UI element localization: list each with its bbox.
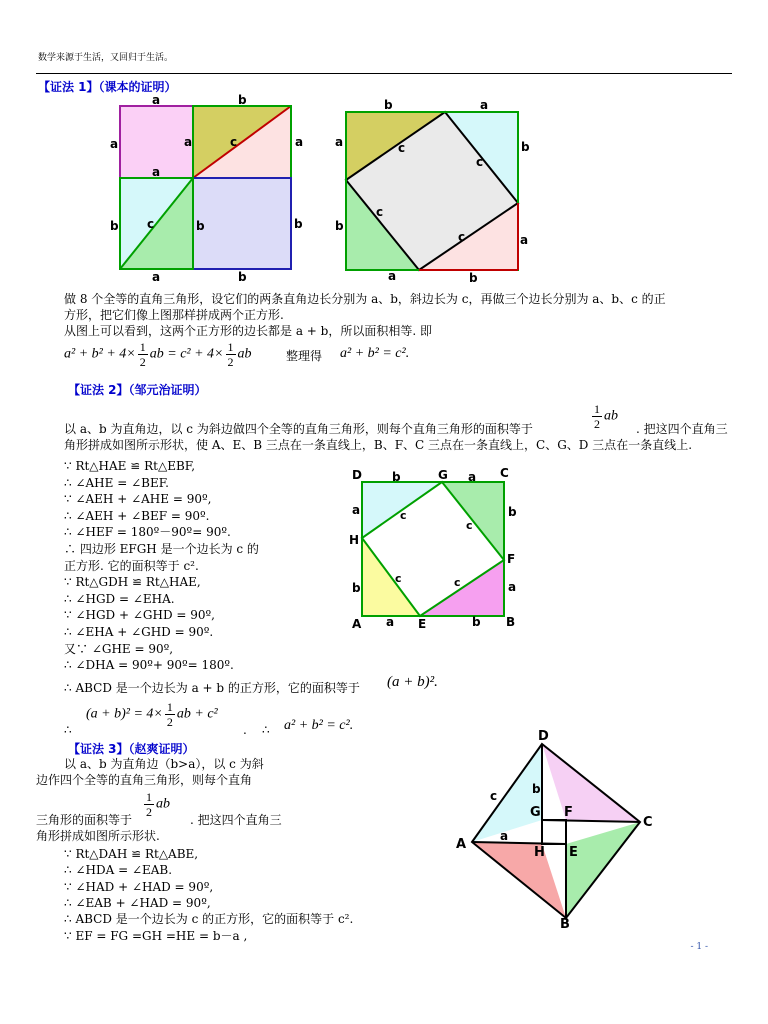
label-c: c: [395, 572, 402, 585]
square-b-squared: [193, 178, 291, 269]
proof-step-line: ∵ EF = FG =GH =HE = b－a ,: [64, 928, 248, 943]
label-c: c: [400, 509, 407, 522]
proof1-equation: a² + b² + 4× $\frac{1}{2}$ ab = c² + 4× $\frac{1}{2}$ ab: [64, 340, 252, 369]
proof3-line-2: 边作四个全等的直角三角形，则每个直角: [36, 773, 253, 787]
vertex-E: E: [418, 617, 427, 631]
proof3-line-1: 以 a、b 为直角边（b>a），以 c 为斜: [64, 757, 264, 771]
vertex-C: C: [500, 466, 509, 480]
header-rule: [36, 73, 732, 74]
label-a: a: [152, 93, 161, 107]
label-b: b: [469, 271, 478, 285]
proof-step-line: ∵ ∠AEH + ∠AHE = 90º,: [64, 492, 212, 507]
proof1-result: a² + b² = c².: [340, 346, 410, 361]
proof2-abcd-expr: (a + b)².: [387, 674, 438, 690]
proof3-line-b: 角形拼成如图所示形状.: [36, 829, 160, 843]
vertex-A: A: [352, 617, 362, 631]
proof2-area-frac: $\frac{1}{2}$ ab: [594, 402, 618, 431]
label-c: c: [466, 519, 473, 532]
vertex-H: H: [534, 845, 545, 860]
proof-step-line: ∵ Rt△DAH ≌ Rt△ABE,: [64, 847, 199, 861]
label-b: b: [238, 93, 247, 107]
label-b: b: [384, 98, 393, 112]
proof-step-line: ∴ ABCD 是一个边长为 c 的正方形，它的面积等于 c².: [64, 912, 354, 927]
label-a: a: [480, 98, 489, 112]
label-a: a: [468, 470, 477, 484]
proof2-para1c: . 把这四个直角三: [636, 422, 728, 436]
label-a: a: [508, 580, 517, 594]
eq-lhs: a² + b² + 4×: [64, 346, 136, 362]
proof-step-line: 又∵ ∠GHE = 90º,: [64, 641, 174, 656]
label-b: b: [392, 470, 401, 484]
label-a: a: [110, 137, 119, 151]
figure-1-right: [335, 96, 530, 285]
proof-step-line: ∵ ∠HAD + ∠HAD = 90º,: [64, 879, 214, 894]
label-b: b: [294, 217, 303, 231]
label-a: a: [152, 270, 161, 284]
label-b: b: [335, 219, 344, 233]
proof-step-line: ∴ ∠DHA = 90º+ 90º= 180º.: [64, 658, 234, 673]
vertex-F: F: [564, 805, 573, 820]
label-b: b: [196, 219, 205, 233]
vertex-G: G: [530, 805, 541, 820]
proof-step-line: ∴ ∠HGD = ∠EHA.: [64, 591, 175, 606]
proof-step-line: ∵ Rt△GDH ≌ Rt△HAE,: [64, 575, 201, 590]
label-a: a: [352, 503, 361, 517]
page-number: - 1 -: [690, 942, 708, 952]
proof1-para3: 从图上可以看到，这两个正方形的边长都是 a + b，所以面积相等. 即: [64, 324, 432, 338]
proof2-para1: 以 a、b 为直角边，以 c 为斜边做四个全等的直角三角形，则每个直角三角形的面积等于: [64, 422, 533, 436]
vertex-C: C: [643, 815, 653, 830]
label-a: a: [520, 233, 529, 247]
label-c: c: [230, 135, 238, 149]
label-c: c: [490, 789, 498, 803]
label-c: c: [476, 155, 484, 169]
label-b: b: [472, 615, 481, 629]
label-b: b: [352, 581, 361, 595]
label-c: c: [398, 141, 406, 155]
label-b: b: [238, 270, 247, 284]
label-b: b: [508, 505, 517, 519]
proof-step-line: ∴ ∠AEH + ∠BEF = 90º.: [64, 508, 210, 523]
label-b: b: [521, 140, 530, 154]
vertex-F: F: [507, 552, 516, 566]
label-a: a: [386, 615, 395, 629]
label-b: b: [110, 219, 119, 233]
proof3-title: 【证法 3】（赵爽证明）: [68, 742, 195, 756]
proof2-therefore: ∴: [64, 723, 72, 737]
proof-step-line: ∵ ∠HGD + ∠GHD = 90º,: [64, 608, 215, 623]
proof2-abcd: ∴ ABCD 是一个边长为 a + b 的正方形，它的面积等于: [64, 681, 360, 695]
proof2-therefore-2: ∴: [262, 723, 270, 737]
proof-step-line: 正方形. 它的面积等于 c².: [64, 558, 199, 573]
vertex-E: E: [569, 845, 578, 860]
proof-step-line: ∴ 四边形 EFGH 是一个边长为 c 的: [64, 542, 259, 556]
label-c: c: [458, 230, 466, 244]
proof-step-line: ∴ ∠EHA + ∠GHD = 90º.: [64, 625, 214, 639]
vertex-D: D: [538, 729, 549, 744]
proof1-title: 【证法 1】（课本的证明）: [38, 80, 177, 94]
eq-mid: ab = c² + 4×: [149, 346, 224, 362]
page-header: 数学来源于生活，又回归于生活。: [38, 53, 174, 63]
proof-step-line: ∵ Rt△HAE ≌ Rt△EBF,: [64, 459, 196, 473]
vertex-D: D: [352, 468, 362, 482]
figure-3: [452, 729, 653, 932]
label-a: a: [184, 135, 193, 149]
proof3-area-frac: $\frac{1}{2}$ ab: [146, 790, 170, 819]
label-a: a: [152, 165, 161, 179]
label-c: c: [147, 217, 155, 231]
vertex-B: B: [560, 917, 570, 932]
proof-step-line: ∴ ∠AHE = ∠BEF.: [64, 475, 169, 490]
label-c: c: [376, 205, 384, 219]
eq-end: ab: [237, 346, 252, 362]
proof2-final-result: a² + b² = c².: [284, 718, 354, 733]
proof2-dot: .: [243, 723, 247, 737]
vertex-G: G: [438, 468, 448, 482]
proof2-title: 【证法 2】（邹元治证明）: [68, 383, 207, 397]
label-b: b: [532, 782, 541, 796]
proof-step-line: ∴ ∠HEF = 180º－90º= 90º.: [64, 525, 231, 540]
proof1-para2: 方形，把它们像上图那样拼成两个正方形.: [64, 308, 284, 322]
label-a: a: [335, 135, 344, 149]
proof1-para1: 做 8 个全等的直角三角形，设它们的两条直角边长分别为 a、b，斜边长为 c，再做三个边长分别为 a、b、c 的正: [64, 292, 666, 306]
proof2-final-eq: (a + b)² = 4× $\frac{1}{2}$ ab + c²: [86, 700, 218, 729]
figure-2: [348, 464, 528, 634]
proof3-area-post: . 把这四个直角三: [190, 813, 282, 827]
square-efgh: [542, 820, 566, 844]
proof-step-line: ∴ ∠EAB + ∠HAD = 90º,: [64, 895, 211, 910]
label-a: a: [388, 269, 397, 283]
proof3-area-pre: 三角形的面积等于: [36, 813, 133, 827]
proof2-para2: 角形拼成如图所示形状，使 A、E、B 三点在一条直线上，B、F、C 三点在一条直线上，C、G、D 三点在一条直线上.: [64, 438, 693, 452]
proof1-tidy: 整理得: [286, 349, 323, 363]
label-a: a: [500, 829, 509, 843]
figure-1-left: [110, 93, 304, 284]
vertex-B: B: [506, 615, 516, 629]
vertex-A: A: [456, 837, 467, 852]
label-a: a: [295, 135, 304, 149]
vertex-H: H: [349, 533, 360, 547]
proof-step-line: ∴ ∠HDA = ∠EAB.: [64, 863, 173, 878]
label-c: c: [454, 576, 461, 589]
